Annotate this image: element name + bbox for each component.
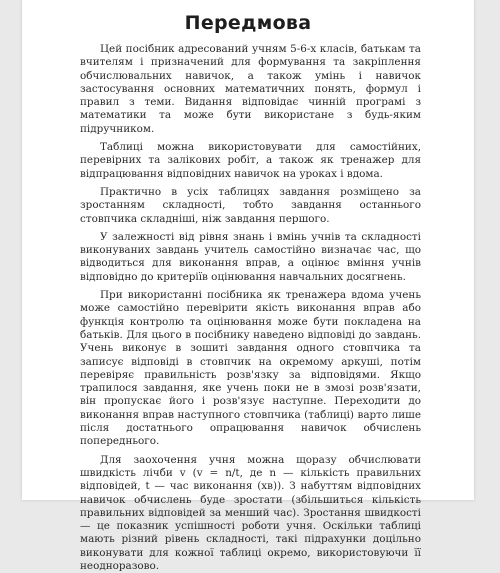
paragraph-speed: Для заохочення учня можна щоразу обчислювати швидкість лічби v (v = n/t, де n — кількість правильних відповідей, t — час виконання (хв)). З набуттям відповідних навичок обчислень буде зростати (збільшиться кількість правильних відповідей за менший час). Зростання швидкості — це показник успішності роботи учня. Оскільки таблиці мають різний рівень складності, такі підрахунки доцільно виконувати для кожної таблиці окремо, використовуючи її неодноразово. xyxy=(80,453,421,572)
paragraph-home-trainer: При використанні посібника як тренажера вдома учень може самостійно перевірити якість виконання вправ або функція контролю та оцінювання може бути покладена на батьків. Для цього в посібнику наведено відповіді до завдань. Учень виконує в зошиті завдання одного стовпчика та записує відповіді в стовпчик на окремому аркуші, потім перевіряє правильність розв'язку за відповідями. Якщо трапилося завдання, яке учень поки не в змозі розв'язати, він пропускає його і розв'язує наступне. Переходити до виконання вправ наступного стовпчика (таблиці) варто лише після достатнього опрацювання навичок обчислень попереднього. xyxy=(80,289,421,448)
paragraph-purpose: Цей посібник адресований учням 5-6-х класів, батькам та вчителям і призначений для формування та закріплення обчислювальних навичок, а також умінь і навичок застосування основних математичних понять, формул і правил з теми. Видання відповідає чинній програмі з математики та може бути використане з будь-яким підручником. xyxy=(80,43,421,135)
document-page xyxy=(22,0,474,572)
paragraph-teacher-time: У залежності від рівня знань і вмінь учнів та складності виконуваних завдань учитель самостійно визначає час, що відводиться для виконання вправ, а оцінює вміння учнів відповідно до критеріїв оцінювання навчальних досягнень. xyxy=(80,230,421,283)
page-title: Передмова xyxy=(184,12,312,34)
preface-body xyxy=(80,43,421,573)
paragraph-difficulty: Практично в усіх таблицях завдання розміщено за зростанням складності, тобто завдання останнього стовпчика складніші, ніж завдання першого. xyxy=(80,185,421,225)
paragraph-tables-usage: Таблиці можна використовувати для самостійних, перевірних та залікових робіт, а також як тренажер для відпрацювання відповідних навичок на уроках і вдома. xyxy=(80,141,421,180)
